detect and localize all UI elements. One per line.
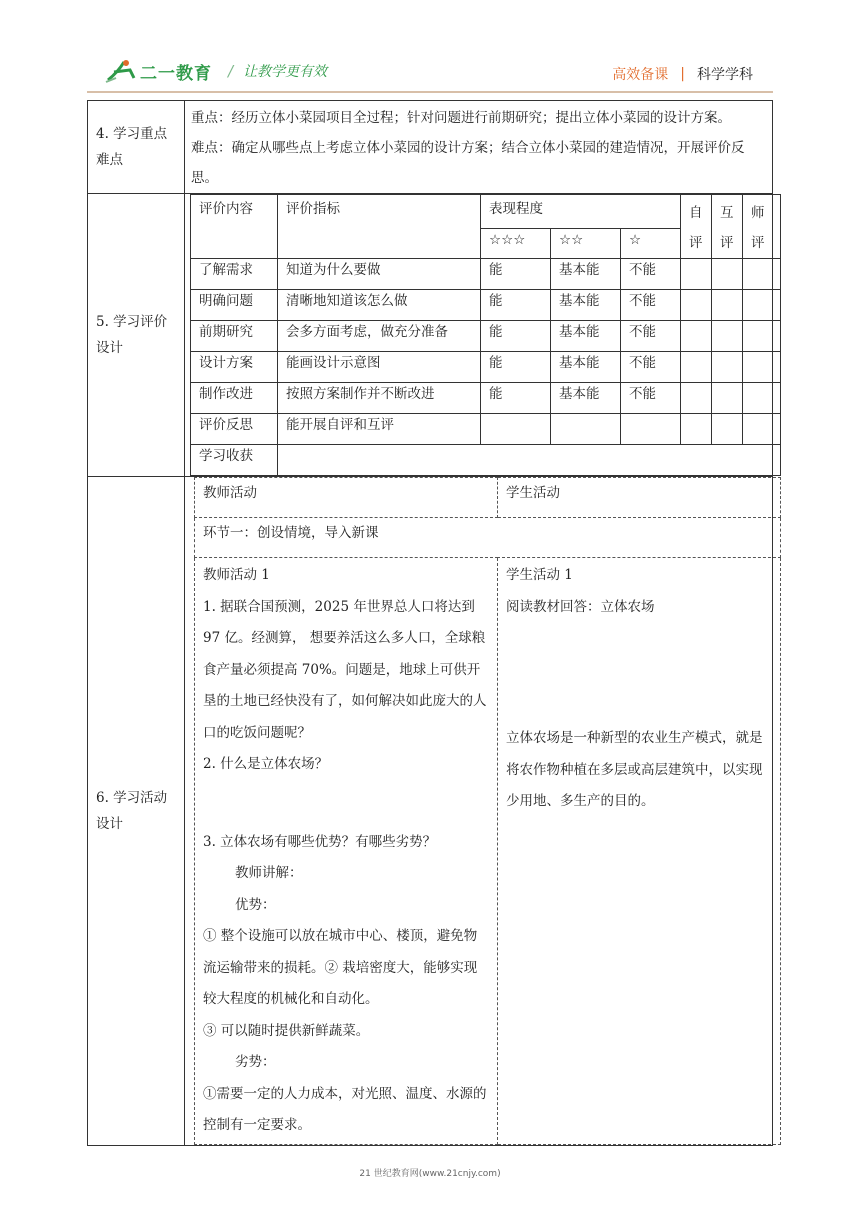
row-peer bbox=[712, 414, 743, 445]
teacher-activity-title: 教师活动 1 bbox=[203, 567, 270, 583]
row-level1: 不能 bbox=[621, 321, 681, 352]
level-1-star: ☆ bbox=[621, 229, 681, 259]
row-level2 bbox=[551, 414, 621, 445]
evaluation-label: 5. 学习评价设计 bbox=[88, 194, 185, 477]
row-level2: 基本能 bbox=[551, 352, 621, 383]
gain-row bbox=[191, 445, 781, 476]
evaluation-header-row bbox=[191, 195, 781, 229]
row-level1: 不能 bbox=[621, 290, 681, 321]
advantage-b: ③ 可以随时提供新鲜蔬菜。 bbox=[203, 1022, 370, 1039]
table-row bbox=[191, 352, 781, 383]
header-content: 评价内容 bbox=[191, 195, 278, 259]
logo-text: 二一教育 bbox=[140, 63, 212, 84]
row-level1: 不能 bbox=[621, 259, 681, 290]
row-level3 bbox=[481, 414, 551, 445]
header-self: 自评 bbox=[681, 195, 712, 259]
key-points: 重点：经历立体小菜园项目全过程；针对问题进行前期研究；提出立体小菜园的设计方案。 bbox=[191, 110, 731, 126]
row-self bbox=[681, 383, 712, 414]
teacher-activity-header: 教师活动 bbox=[195, 478, 498, 518]
page-header bbox=[0, 0, 860, 100]
teacher-question-3: 3. 立体农场有哪些优势？有哪些劣势？ bbox=[203, 833, 437, 850]
row-indicator: 能开展自评和互评 bbox=[278, 414, 481, 445]
row-level1: 不能 bbox=[621, 352, 681, 383]
logo bbox=[104, 58, 327, 84]
student-activity-header: 学生活动 bbox=[498, 478, 781, 518]
activity-label: 6. 学习活动设计 bbox=[88, 477, 185, 1146]
row-content: 设计方案 bbox=[191, 352, 278, 383]
evaluation-cell bbox=[185, 194, 773, 477]
table-row bbox=[191, 259, 781, 290]
activity-cell bbox=[185, 477, 773, 1146]
disadvantages-title: 劣势： bbox=[235, 1054, 276, 1070]
lesson-plan-table bbox=[87, 100, 773, 1146]
spacer bbox=[506, 623, 772, 723]
header-rule bbox=[87, 91, 773, 93]
evaluation-row bbox=[88, 194, 773, 477]
evaluation-table bbox=[190, 194, 781, 476]
course-label: 高效备课 bbox=[612, 67, 669, 83]
row-level1 bbox=[621, 414, 681, 445]
activity-content-row bbox=[195, 558, 781, 1145]
difficulties: 难点：确定从哪些点上考虑立体小菜园的设计方案；结合立体小菜园的建造情况，开展评价反思。 bbox=[191, 140, 745, 186]
row-level2: 基本能 bbox=[551, 290, 621, 321]
spacer bbox=[203, 781, 489, 827]
header-indicator: 评价指标 bbox=[278, 195, 481, 259]
disadvantage-a: ①需要一定的人力成本，对光照、温度、水源的控制有一定要求。 bbox=[203, 1085, 487, 1133]
header-performance: 表现程度 bbox=[481, 195, 681, 229]
row-teacher bbox=[743, 290, 781, 321]
table-row bbox=[191, 414, 781, 445]
gain-label: 学习收获 bbox=[191, 445, 278, 476]
activity-header-row bbox=[195, 478, 781, 518]
row-self bbox=[681, 321, 712, 352]
row-indicator: 会多方面考虑，做充分准备 bbox=[278, 321, 481, 352]
row-self bbox=[681, 290, 712, 321]
row-self bbox=[681, 414, 712, 445]
row-teacher bbox=[743, 352, 781, 383]
section-row bbox=[195, 518, 781, 558]
row-peer bbox=[712, 290, 743, 321]
header-peer: 互评 bbox=[712, 195, 743, 259]
advantages-title: 优势： bbox=[235, 896, 276, 913]
row-peer bbox=[712, 321, 743, 352]
row-indicator: 清晰地知道该怎么做 bbox=[278, 290, 481, 321]
level-2-stars: ☆☆ bbox=[551, 229, 621, 259]
row-content: 评价反思 bbox=[191, 414, 278, 445]
focus-label: 4. 学习重点难点 bbox=[88, 101, 185, 194]
slogan: 让教学更有效 bbox=[243, 64, 328, 80]
row-content: 了解需求 bbox=[191, 259, 278, 290]
row-teacher bbox=[743, 259, 781, 290]
table-row bbox=[191, 321, 781, 352]
row-self bbox=[681, 259, 712, 290]
student-answer: 阅读教材回答：立体农场 bbox=[506, 598, 655, 615]
row-level2: 基本能 bbox=[551, 383, 621, 414]
runner-logo-icon bbox=[104, 58, 138, 84]
student-definition: 立体农场是一种新型的农业生产模式，就是将农作物种植在多层或高层建筑中，以实现少用地、多生产的目的。 bbox=[506, 730, 763, 809]
teacher-activity-1 bbox=[195, 558, 498, 1145]
row-indicator: 能画设计示意图 bbox=[278, 352, 481, 383]
row-level2: 基本能 bbox=[551, 259, 621, 290]
row-level2: 基本能 bbox=[551, 321, 621, 352]
row-level3: 能 bbox=[481, 290, 551, 321]
teacher-question-2: 2. 什么是立体农场？ bbox=[203, 756, 329, 772]
row-self bbox=[681, 352, 712, 383]
header-right bbox=[612, 64, 753, 84]
row-peer bbox=[712, 259, 743, 290]
focus-content bbox=[185, 101, 773, 194]
row-peer bbox=[712, 383, 743, 414]
row-content: 制作改进 bbox=[191, 383, 278, 414]
row-content: 明确问题 bbox=[191, 290, 278, 321]
activity-row bbox=[88, 477, 773, 1146]
student-activity-title: 学生活动 1 bbox=[506, 567, 573, 583]
table-row bbox=[191, 383, 781, 414]
row-level3: 能 bbox=[481, 259, 551, 290]
page-footer: 21 世纪教育网(www.21cnjy.com) bbox=[359, 1169, 501, 1179]
header-teacher: 师评 bbox=[743, 195, 781, 259]
activity-table bbox=[194, 477, 781, 1145]
logo-separator: / bbox=[228, 62, 234, 80]
focus-row bbox=[88, 101, 773, 194]
advantage-a: ① 整个设施可以放在城市中心、楼顶，避免物流运输带来的损耗。② 栽培密度大，能够实现较大程度的机械化和自动化。 bbox=[203, 928, 478, 1007]
student-activity-1 bbox=[498, 558, 781, 1145]
gain-content bbox=[278, 445, 781, 476]
row-peer bbox=[712, 352, 743, 383]
row-teacher bbox=[743, 414, 781, 445]
row-level3: 能 bbox=[481, 321, 551, 352]
teacher-explain: 教师讲解： bbox=[235, 865, 303, 881]
row-content: 前期研究 bbox=[191, 321, 278, 352]
teacher-question-1: 1. 据联合国预测，2025 年世界总人口将达到 97 亿。经测算， 想要养活这么多人口，全球粮食产量必须提高 70%。问题是，地球上可供开垦的土地已经快没有了，如何解决如此庞大的人口的吃饭问题呢？ bbox=[203, 598, 487, 741]
row-level3: 能 bbox=[481, 383, 551, 414]
row-level1: 不能 bbox=[621, 383, 681, 414]
row-level3: 能 bbox=[481, 352, 551, 383]
header-divider: | bbox=[680, 66, 685, 82]
row-indicator: 按照方案制作并不断改进 bbox=[278, 383, 481, 414]
table-row bbox=[191, 290, 781, 321]
subject-label: 科学学科 bbox=[697, 67, 753, 83]
level-3-stars: ☆☆☆ bbox=[481, 229, 551, 259]
row-teacher bbox=[743, 383, 781, 414]
section-title: 环节一：创设情境，导入新课 bbox=[195, 518, 781, 558]
row-indicator: 知道为什么要做 bbox=[278, 259, 481, 290]
row-teacher bbox=[743, 321, 781, 352]
